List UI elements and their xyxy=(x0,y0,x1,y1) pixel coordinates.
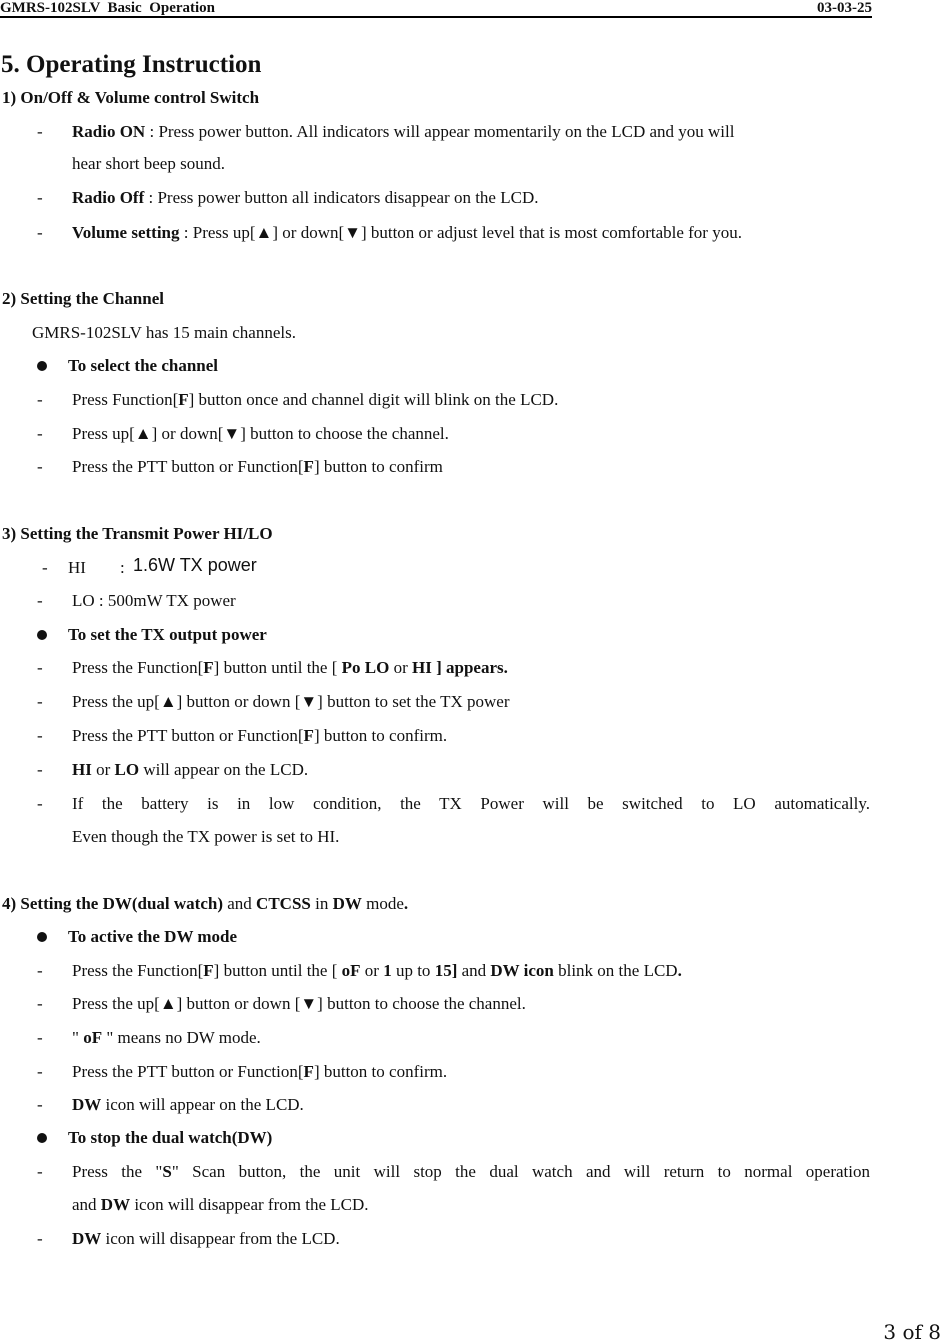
period: . xyxy=(677,961,682,980)
s3-hi-value: 1.6W TX power xyxy=(133,555,257,575)
header-doc-title: GMRS-102SLV Basic Operation xyxy=(0,0,216,16)
dw: DW xyxy=(332,894,362,913)
s4-line6 xyxy=(72,1161,870,1183)
dash: - xyxy=(37,760,43,779)
key-f: F xyxy=(303,726,314,745)
fifteen: 15] xyxy=(434,961,458,980)
s4-line3 xyxy=(72,1027,261,1049)
text: Press Function[ xyxy=(72,390,179,409)
s3-line3 xyxy=(72,725,447,747)
text: and xyxy=(72,1195,101,1214)
hi: HI xyxy=(72,760,92,779)
one: 1 xyxy=(383,961,392,980)
dw-icon: DW icon xyxy=(490,961,554,980)
key-f: F xyxy=(303,457,314,476)
s3-hi-sep: : xyxy=(120,558,125,577)
s3-line5: If the battery is in low condition, the TX Power will be switched to LO automatically. xyxy=(72,794,870,813)
s3-line4 xyxy=(72,759,308,781)
period: . xyxy=(403,894,409,913)
radio-off-text: : Press power button all indicators disappear on the LCD. xyxy=(144,188,539,207)
s3-lo-line: LO : 500mW TX power xyxy=(72,591,236,610)
page-number: 3 of 8 xyxy=(883,1320,941,1344)
text: and xyxy=(457,961,491,980)
s3-bullet-heading: To set the TX output power xyxy=(68,625,267,644)
dash: - xyxy=(37,390,43,409)
dash: - xyxy=(37,122,43,141)
text: icon will disappear from the LCD. xyxy=(101,1229,340,1248)
text: will appear on the LCD. xyxy=(139,760,309,779)
text: or xyxy=(389,658,413,677)
radio-on-label: Radio ON xyxy=(72,122,146,141)
bullet-dot xyxy=(37,932,47,942)
dash: - xyxy=(37,726,43,745)
text: or xyxy=(91,760,115,779)
volume-text: : Press up[▲] or down[▼] button or adjust level that is most comfortable for you. xyxy=(179,223,742,242)
text: " Scan button, the unit will stop the dual watch and will return to normal operation xyxy=(171,1162,871,1181)
lo: LO xyxy=(114,760,140,779)
text: Press the PTT button or Function[ xyxy=(72,1062,304,1081)
of: oF xyxy=(341,961,361,980)
text: ] button to confirm xyxy=(313,457,443,476)
running-header xyxy=(0,0,872,18)
text: icon will appear on the LCD. xyxy=(101,1095,304,1114)
s2-bullet-heading: To select the channel xyxy=(68,356,219,375)
text: Press the " xyxy=(72,1162,163,1181)
dash: - xyxy=(37,591,43,610)
text: 4) Setting the DW(dual watch) xyxy=(2,894,223,913)
s4-line1 xyxy=(72,960,682,982)
dash: - xyxy=(37,961,43,980)
s4-line5 xyxy=(72,1094,304,1116)
volume-label: Volume setting xyxy=(72,223,180,242)
radio-off-label: Radio Off xyxy=(72,188,145,207)
s2-line1 xyxy=(72,389,558,411)
key-f: F xyxy=(178,390,189,409)
s4-bullet1-heading: To active the DW mode xyxy=(68,927,238,946)
of: oF xyxy=(83,1028,103,1047)
dash: - xyxy=(37,223,43,242)
text: ] button to confirm. xyxy=(313,726,448,745)
s2-heading: 2) Setting the Channel xyxy=(2,289,164,308)
dash: - xyxy=(37,1229,43,1248)
radio-on-text: : Press power button. All indicators will appear momentarily on the LCD and you will xyxy=(145,122,735,141)
text: " means no DW mode. xyxy=(102,1028,261,1047)
s2-intro: GMRS-102SLV has 15 main channels. xyxy=(32,323,296,342)
key-s: S xyxy=(162,1162,172,1181)
volume-line xyxy=(72,222,742,244)
s4-line7 xyxy=(72,1228,340,1250)
dw: DW xyxy=(72,1095,102,1114)
dash: - xyxy=(37,658,43,677)
text: and xyxy=(223,894,257,913)
dash: - xyxy=(37,1095,43,1114)
bullet-dot xyxy=(37,1133,47,1143)
section-title: 5. Operating Instruction xyxy=(1,51,262,78)
text: Press the PTT button or Function[ xyxy=(72,457,304,476)
s4-line4 xyxy=(72,1061,447,1083)
s4-heading xyxy=(2,893,408,915)
dash: - xyxy=(37,1162,43,1181)
s3-heading: 3) Setting the Transmit Power HI/LO xyxy=(2,524,273,543)
text: up to xyxy=(391,961,435,980)
text: blink on the LCD xyxy=(553,961,678,980)
text: Press the PTT button or Function[ xyxy=(72,726,304,745)
dash: - xyxy=(37,794,43,813)
text: icon will disappear from the LCD. xyxy=(130,1195,369,1214)
bullet-dot xyxy=(37,630,47,640)
radio-on-line xyxy=(72,121,734,143)
text: in xyxy=(310,894,333,913)
s2-line2: Press up[▲] or down[▼] button to choose the channel. xyxy=(72,424,449,443)
s3-hi-label: HI xyxy=(68,558,86,577)
s4-bullet2-heading: To stop the dual watch(DW) xyxy=(68,1128,273,1147)
key-f: F xyxy=(303,1062,314,1081)
text: ] button to confirm. xyxy=(313,1062,448,1081)
radio-off-line xyxy=(72,187,538,209)
s4-line6b xyxy=(72,1194,369,1216)
dash: - xyxy=(42,558,48,577)
dash: - xyxy=(37,424,43,443)
dash: - xyxy=(37,1028,43,1047)
dash: - xyxy=(37,457,43,476)
s1-heading: 1) On/Off & Volume control Switch xyxy=(2,88,260,107)
s2-line3 xyxy=(72,456,443,478)
dash: - xyxy=(37,692,43,711)
header-date: 03-03-25 xyxy=(817,0,872,16)
text: or xyxy=(360,961,384,980)
s3-line2: Press the up[▲] button or down [▼] button to set the TX power xyxy=(72,692,510,711)
dw: DW xyxy=(100,1195,131,1214)
text: mode xyxy=(361,894,404,913)
dash: - xyxy=(37,994,43,1013)
s3-line1 xyxy=(72,657,508,679)
text: Press the Function[ xyxy=(72,658,204,677)
text: ] button until the [ xyxy=(213,658,342,677)
text: ] button until the [ xyxy=(213,961,342,980)
radio-on-line2: hear short beep sound. xyxy=(72,154,225,173)
text: ] button once and channel digit will blink on the LCD. xyxy=(188,390,559,409)
po-lo: Po LO xyxy=(341,658,390,677)
dash: - xyxy=(37,188,43,207)
dw: DW xyxy=(72,1229,102,1248)
text: " xyxy=(72,1028,84,1047)
ctcss: CTCSS xyxy=(256,894,311,913)
dash: - xyxy=(37,1062,43,1081)
text: Press the Function[ xyxy=(72,961,204,980)
hi-appears: HI ] appears. xyxy=(412,658,508,677)
key-f: F xyxy=(203,658,214,677)
bullet-dot xyxy=(37,361,47,371)
s4-line2: Press the up[▲] button or down [▼] button to choose the channel. xyxy=(72,994,526,1013)
s3-line5b: Even though the TX power is set to HI. xyxy=(72,827,340,846)
key-f: F xyxy=(203,961,214,980)
